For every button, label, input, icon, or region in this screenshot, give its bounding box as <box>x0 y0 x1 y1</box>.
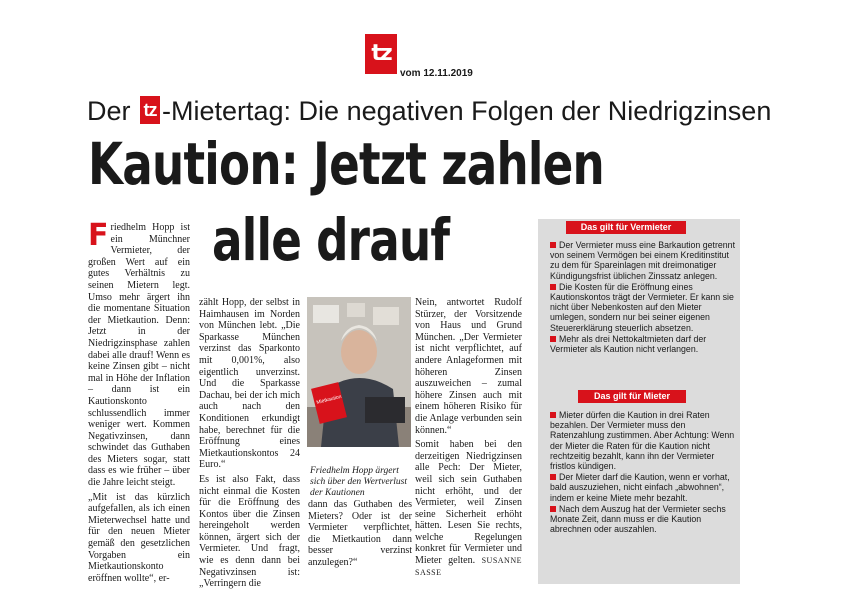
paragraph: „Mit ist das kürzlich aufgefallen, als ich einen Mieterwechsel hatte und für den neuen Mieter gemäß den gesetzlichen Vorgaben ein Mietkautionskonto eröffnen wollte“, er- <box>88 491 190 584</box>
article-column-2 <box>199 297 300 593</box>
box-heading-mieter: Das gilt für Mieter <box>578 390 686 403</box>
paragraph-text: riedhelm Hopp ist ein Münchner Vermieter, der großen Wert auf ein gutes Verhältnis zu seinen Mietern legt. Umso mehr ärgert ihn die momentane Situation der Mietkaution. Denn: Jetzt in der Niedrigzinsphase zahlen dabei alle drauf! Wenn es keine Zinsen gibt – nicht mal in Höhe der Inflation – dann ist ein Kautionskonto schlussendlich immer weniger wert. Kommen Negativzinsen, dann schwindet das Guthaben des Mieters sogar, statt dass es wie früher – über die Jahre leicht steigt. <box>88 222 190 489</box>
list-item: Der Vermieter muss eine Barkaution getrennt von seinem Vermögen bei einem Kreditinstitut zu dem für Spareinlagen mit dreimonatiger Kündigungsfrist üblichen Zinssatz anlegen. <box>550 240 736 281</box>
list-item: Mieter dürfen die Kaution in drei Raten bezahlen. Der Vermieter muss den Ratenzahlung zustimmen. Aber Achtung: Wenn der Mieter die Raten für die Kaution nicht rechtzeitig bezahlt, kann ihn der Vermieter fristlos kündigen. <box>550 410 735 472</box>
list-item: Mehr als drei Nettokaltmieten darf der Vermieter als Kaution nicht verlangen. <box>550 333 707 355</box>
bullet-square-icon <box>550 506 556 512</box>
paragraph <box>88 218 190 489</box>
paragraph: zählt Hopp, der selbst in Haimhausen im Norden von München lebt. „Die Sparkasse München verzinst das Sparkonto mit 0,001%, also eigentlich unverzinst. Und die Sparkasse Dachau, bei der ich mich auch nach den Konditionen erkundigt habe, berechnet für die Eröffnung eines Mietkautionskontos 24 Euro.“ <box>199 297 300 471</box>
list-item: Der Mieter darf die Kaution, wenn er vorhat, bald auszuziehen, nicht einfach „abwohnen“, indem er keine Miete mehr bezahlt. <box>550 472 730 503</box>
kicker-logo: tz <box>140 96 160 124</box>
list-item: Nach dem Auszug hat der Vermieter sechs Monate Zeit, dann muss er die Kaution abrechnen oder auszahlen. <box>550 503 726 535</box>
article-column-3 <box>415 297 522 581</box>
paragraph-text: Somit haben bei den derzeitigen Niedrigzinsen alle Pech: Der Mieter, weil sich sein Guthaben nicht erhöht, und der Vermieter, weil Zinsen seine Sicherheit erhöht hätten. Lesen Sie rechts, welche Regelungen konkret für Vermieter und Mieter gelten. <box>415 439 522 567</box>
issue-date: vom 12.11.2019 <box>400 68 473 79</box>
photo-friedhelm-hopp <box>307 297 411 447</box>
article-column-2b <box>308 499 412 572</box>
vermieter-list <box>550 240 736 355</box>
list-item: Die Kosten für die Eröffnung eines Kautionskontos trägt der Vermieter. Er kann sie nicht über Nebenkosten auf den Mieter umlegen, sondern nur bei seiner eigenen Steuererklärung steuerlich absetzen. <box>550 281 734 333</box>
tz-logo: tz <box>365 34 397 74</box>
drop-cap: F <box>88 218 109 253</box>
photo-illustration <box>307 297 411 447</box>
bullet-square-icon <box>550 242 556 248</box>
kicker-pre: Der <box>87 96 139 126</box>
photo-caption: Friedhelm Hopp ärgert sich über den Wertverlust der Kautionen <box>310 466 408 498</box>
paragraph: dann das Guthaben des Mieters? Oder ist der Vermieter verpflichtet, die Mietkaution dann besser verzinst anzulegen?“ <box>308 499 412 568</box>
headline-line1: Kaution: Jetzt zahlen <box>88 130 604 198</box>
kicker-text: -Mietertag: Die negativen Folgen der Niedrigzinsen <box>162 96 772 126</box>
bullet-square-icon <box>550 336 556 342</box>
bullet-square-icon <box>550 284 556 290</box>
mieter-list <box>550 410 736 535</box>
paragraph <box>415 439 522 578</box>
paragraph: Es ist also Fakt, dass nicht einmal die Kosten für die Eröffnung des Kontos über die Zinsen hereingeholt werden können, ärgert sich der Vermieter. Und fragt, wie es denn dann bei Negativzinsen ist: „Verringern die <box>199 473 300 590</box>
kicker <box>87 96 771 127</box>
box-heading-vermieter: Das gilt für Vermieter <box>566 221 686 234</box>
paragraph: Nein, antwortet Rudolf Stürzer, der Vorsitzende von Haus und Grund München. „Der Vermieter ist nicht verpflichtet, auf andere Anlageformen mit höheren Zinsen auszuweichen – zumal höhere Zinsen auch mit einem höheren Risiko für die Anlage verbunden sein können.“ <box>415 297 522 436</box>
author: SUSANNE SASSE <box>415 556 522 577</box>
bullet-square-icon <box>550 412 556 418</box>
article-column-1 <box>88 218 190 587</box>
bullet-square-icon <box>550 474 556 480</box>
info-box <box>538 219 740 584</box>
book-label: Mietkaution <box>315 393 343 406</box>
headline-line2: alle drauf <box>212 206 450 274</box>
